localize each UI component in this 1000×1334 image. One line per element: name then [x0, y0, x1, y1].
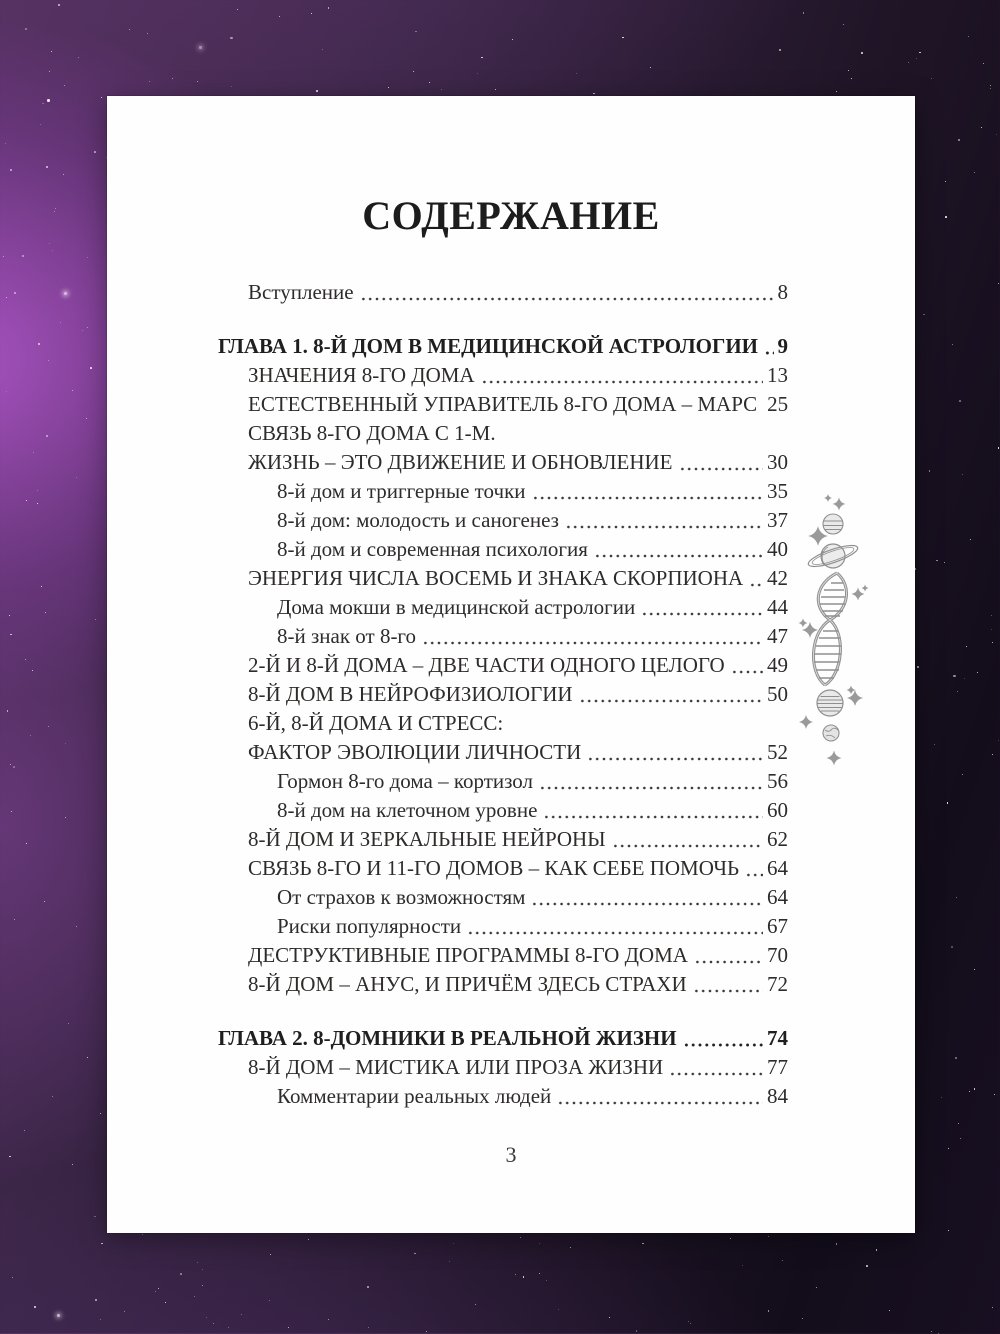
dot-leader [749, 564, 763, 593]
dot-leader [594, 535, 763, 564]
toc-entry-label: 2-Й И 8-Й ДОМА – ДВЕ ЧАСТИ ОДНОГО ЦЕЛОГО [248, 653, 725, 677]
dot-leader [641, 593, 763, 622]
toc-entry-page: 37 [767, 508, 788, 532]
toc-entry-page: 70 [767, 943, 788, 967]
toc-entry-label: ЗНАЧЕНИЯ 8-ГО ДОМА [248, 363, 475, 387]
toc-entry-label: Комментарии реальных людей [277, 1084, 552, 1108]
toc-entry-label: 8-й дом: молодость и саногенез [277, 508, 559, 532]
toc-entry-label: ГЛАВА 2. 8-ДОМНИКИ В РЕАЛЬНОЙ ЖИЗНИ [218, 1026, 677, 1050]
toc-entry-label: 8-й дом и современная психология [277, 537, 588, 561]
dot-leader [531, 883, 763, 912]
page-title: СОДЕРЖАНИЕ [362, 193, 660, 238]
toc-entry-page: 62 [767, 827, 788, 851]
toc-entry [218, 709, 788, 738]
toc-entry-page: 84 [767, 1084, 788, 1108]
toc-entry-page: 9 [777, 334, 788, 358]
toc-entry-label: СВЯЗЬ 8-ГО И 11-ГО ДОМОВ – КАК СЕБЕ ПОМОЧЬ [248, 856, 740, 880]
toc-entry [218, 796, 788, 825]
dot-leader [543, 796, 763, 825]
toc-entry-page: 49 [767, 653, 788, 677]
small-globe-icon [823, 725, 839, 741]
toc-entry-label: ЖИЗНЬ – ЭТО ДВИЖЕНИЕ И ОБНОВЛЕНИЕ [248, 450, 673, 474]
dot-leader [612, 825, 763, 854]
toc-entry-label: 8-Й ДОМ – АНУС, И ПРИЧЁМ ЗДЕСЬ СТРАХИ [248, 972, 687, 996]
toc-entry [218, 419, 788, 448]
dot-leader [422, 622, 763, 651]
toc-entry [218, 854, 788, 883]
toc-entry [218, 535, 788, 564]
dot-leader [694, 941, 763, 970]
toc-entry-page: 72 [767, 972, 788, 996]
dot-leader [679, 448, 763, 477]
small-striped-planet-icon [823, 514, 843, 534]
toc-entry [218, 1053, 788, 1082]
dot-leader [731, 651, 763, 680]
toc-entry-page: 13 [767, 363, 788, 387]
toc-entry-page: 40 [767, 537, 788, 561]
toc-entry [218, 912, 788, 941]
page-number: 3 [505, 1142, 517, 1167]
toc-entry [218, 448, 788, 477]
toc-entry-label: 8-Й ДОМ – МИСТИКА ИЛИ ПРОЗА ЖИЗНИ [248, 1055, 664, 1079]
toc-entry-page: 44 [767, 595, 788, 619]
dna-planets-illustration [795, 485, 875, 775]
dot-leader [557, 1082, 763, 1111]
saturn-icon [806, 541, 859, 570]
dot-leader [481, 361, 763, 390]
toc-entry [218, 477, 788, 506]
toc-entry-page: 64 [767, 856, 788, 880]
toc-entry [218, 564, 788, 593]
toc-entry-page: 47 [767, 624, 788, 648]
dot-leader [764, 332, 774, 361]
toc-entry-page: 64 [767, 885, 788, 909]
toc-entry [218, 332, 788, 361]
toc-entry-label: Гормон 8-го дома – кортизол [277, 769, 533, 793]
toc-entry-page: 50 [767, 682, 788, 706]
toc-entry-page: 74 [767, 1026, 788, 1050]
dot-leader [539, 767, 763, 796]
dot-leader [745, 854, 763, 883]
toc-entry-page: 67 [767, 914, 788, 938]
toc-entry-page: 25 [767, 392, 789, 416]
dna-helix-icon [814, 573, 847, 685]
toc-entry-label: ФАКТОР ЭВОЛЮЦИИ ЛИЧНОСТИ [248, 740, 582, 764]
toc-entry [218, 883, 788, 912]
toc-entry [218, 278, 788, 307]
dot-leader [565, 506, 763, 535]
book-page [107, 96, 915, 1233]
toc-entry [218, 1024, 788, 1053]
toc-entry-page: 52 [767, 740, 788, 764]
toc-entry-page: 56 [767, 769, 788, 793]
toc-entry [218, 680, 788, 709]
toc-entry-label: 8-й дом и триггерные точки [277, 479, 526, 503]
toc-entry-label: Риски популярности [277, 914, 462, 938]
dot-leader [669, 1053, 763, 1082]
toc-entry [218, 825, 788, 854]
toc-entry-label: 8-Й ДОМ В НЕЙРОФИЗИОЛОГИИ [248, 682, 573, 706]
toc-entry [218, 622, 788, 651]
toc-entry [218, 941, 788, 970]
dot-leader [579, 680, 763, 709]
toc-entry [218, 767, 788, 796]
toc-entry-label: ДЕСТРУКТИВНЫЕ ПРОГРАММЫ 8-ГО ДОМА [248, 943, 688, 967]
toc-entry-page: 35 [767, 479, 788, 503]
toc-entry-page: 77 [767, 1055, 788, 1079]
toc-entry-page: 42 [767, 566, 788, 590]
toc-entry-label: ГЛАВА 1. 8-Й ДОМ В МЕДИЦИНСКОЙ АСТРОЛОГИИ [218, 334, 758, 358]
toc-entry [218, 506, 788, 535]
toc-entry [218, 593, 788, 622]
toc-entry-label: 8-й знак от 8-го [277, 624, 417, 648]
toc-entry [218, 390, 788, 419]
toc-list [218, 278, 788, 1111]
toc-entry-label: 8-й дом на клеточном уровне [277, 798, 538, 822]
toc-entry [218, 1082, 788, 1111]
sparkle-icon [799, 494, 869, 766]
dot-leader [683, 1024, 763, 1053]
toc-entry-label: СВЯЗЬ 8-ГО ДОМА С 1-М. [248, 421, 496, 445]
dot-leader [587, 738, 763, 767]
toc-entry [218, 738, 788, 767]
toc-entry-label: Дома мокши в медицинской астрологии [277, 595, 636, 619]
toc-entry-label: 8-Й ДОМ И ЗЕРКАЛЬНЫЕ НЕЙРОНЫ [248, 827, 606, 851]
toc-entry-label: От страхов к возможностям [277, 885, 526, 909]
toc-entry-page: 30 [767, 450, 788, 474]
dot-leader [360, 278, 774, 307]
dot-leader [467, 912, 763, 941]
toc-entry-label: ЭНЕРГИЯ ЧИСЛА ВОСЕМЬ И ЗНАКА СКОРПИОНА [248, 566, 744, 590]
toc-entry-label: ЕСТЕСТВЕННЫЙ УПРАВИТЕЛЬ 8-ГО ДОМА – МАРС [248, 392, 758, 416]
dot-leader [532, 477, 763, 506]
toc-entry-label: Вступление [248, 280, 354, 304]
dot-leader [693, 970, 763, 999]
toc-entry-page: 60 [767, 798, 788, 822]
toc-entry [218, 361, 788, 390]
toc-entry-label: 6-Й, 8-Й ДОМА И СТРЕСС: [248, 711, 504, 735]
toc-entry [218, 970, 788, 999]
jupiter-striped-planet-icon [817, 690, 843, 716]
toc-entry-page: 8 [777, 280, 788, 304]
toc-entry [218, 651, 788, 680]
